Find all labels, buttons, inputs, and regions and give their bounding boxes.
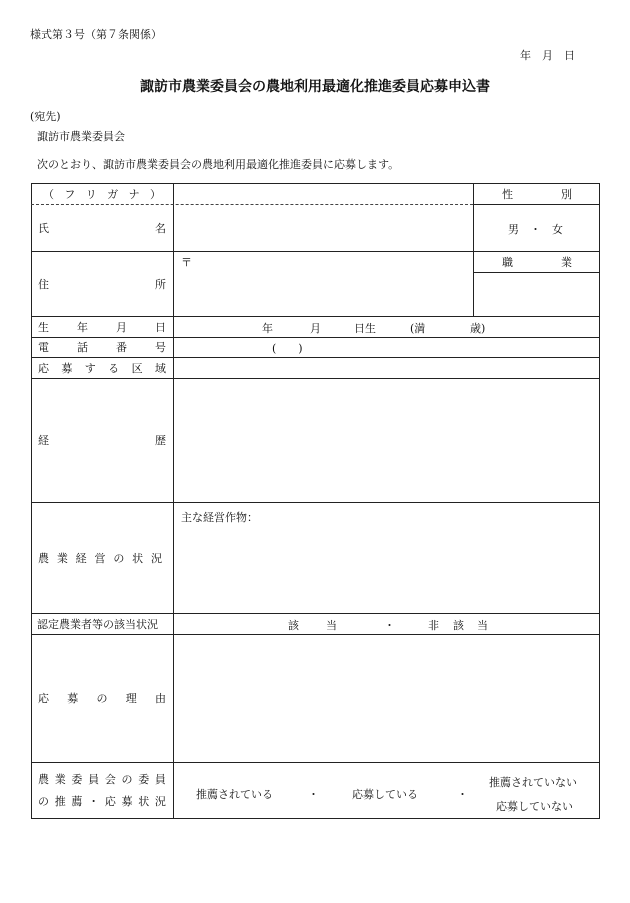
gender-divider [473, 204, 600, 205]
certified-separator: ・ [384, 619, 395, 632]
recipient-name: 諏訪市農業委員会 [37, 130, 125, 143]
page-title: 諏訪市農業委員会の農地利用最適化推進委員応募申込書 [140, 79, 490, 95]
phone-label: 電 話 番 号 [38, 341, 166, 354]
certified-no-3[interactable]: 当 [477, 619, 488, 632]
farm-status-label: 農 業 経 営 の 状 況 [38, 551, 162, 565]
reason-label: 応 募 の 理 由 [38, 692, 166, 705]
recommend-label-line2: の 推 薦 ・ 応 募 状 況 [38, 795, 166, 808]
recipient-label: (宛先) [30, 110, 61, 123]
certified-yes-1[interactable]: 該 [288, 619, 299, 632]
phone-area-parens: ( ) [272, 342, 303, 355]
occupation-divider [473, 272, 600, 273]
name-label: 氏 名 [38, 221, 166, 235]
recommend-label-line1: 農 業 委 員 会 の 委 員 [38, 773, 166, 786]
not-applied-option[interactable]: 応募していない [496, 800, 573, 813]
address-label: 住 所 [38, 277, 166, 291]
recommended-option[interactable]: 推薦されている [196, 788, 273, 801]
career-label: 経 歴 [38, 434, 166, 447]
furigana-label: （ フ リ ガ ナ ） [43, 187, 161, 201]
postal-mark: 〒 [181, 256, 192, 269]
certified-no-1[interactable]: 非 [428, 619, 439, 632]
certified-yes-2[interactable]: 当 [326, 619, 337, 632]
birth-month-mark: 月 [310, 322, 321, 335]
applied-option[interactable]: 応募している [352, 788, 418, 801]
birthdate-label: 生 年 月 日 [38, 320, 166, 334]
gender-label: 性 別 [502, 187, 572, 201]
gender-choice[interactable]: 男 ・ 女 [508, 223, 563, 236]
area-label: 応 募 す る 区 域 [38, 361, 166, 375]
recommend-separator-1: ・ [308, 788, 319, 801]
date-line: 年 月 日 [520, 49, 575, 62]
birth-day-mark: 日生 [354, 322, 376, 335]
label-column-divider [173, 183, 174, 819]
recommend-separator-2: ・ [457, 788, 468, 801]
certified-label: 認定農業者等の該当状況 [37, 617, 158, 631]
age-open-mark: (満 [410, 322, 426, 335]
right-column-divider [473, 183, 474, 316]
row-divider-reason [31, 762, 600, 763]
certified-no-2[interactable]: 該 [453, 619, 464, 632]
form-number: 様式第３号（第７条関係） [30, 28, 162, 41]
main-crops-label: 主な経営作物： [181, 511, 258, 524]
not-recommended-option[interactable]: 推薦されていない [489, 776, 577, 789]
birth-year-mark: 年 [262, 322, 273, 335]
age-close-mark: 歳) [470, 322, 486, 335]
occupation-label: 職 業 [502, 255, 572, 269]
intro-text: 次のとおり、諏訪市農業委員会の農地利用最適化推進委員に応募します。 [37, 158, 400, 171]
